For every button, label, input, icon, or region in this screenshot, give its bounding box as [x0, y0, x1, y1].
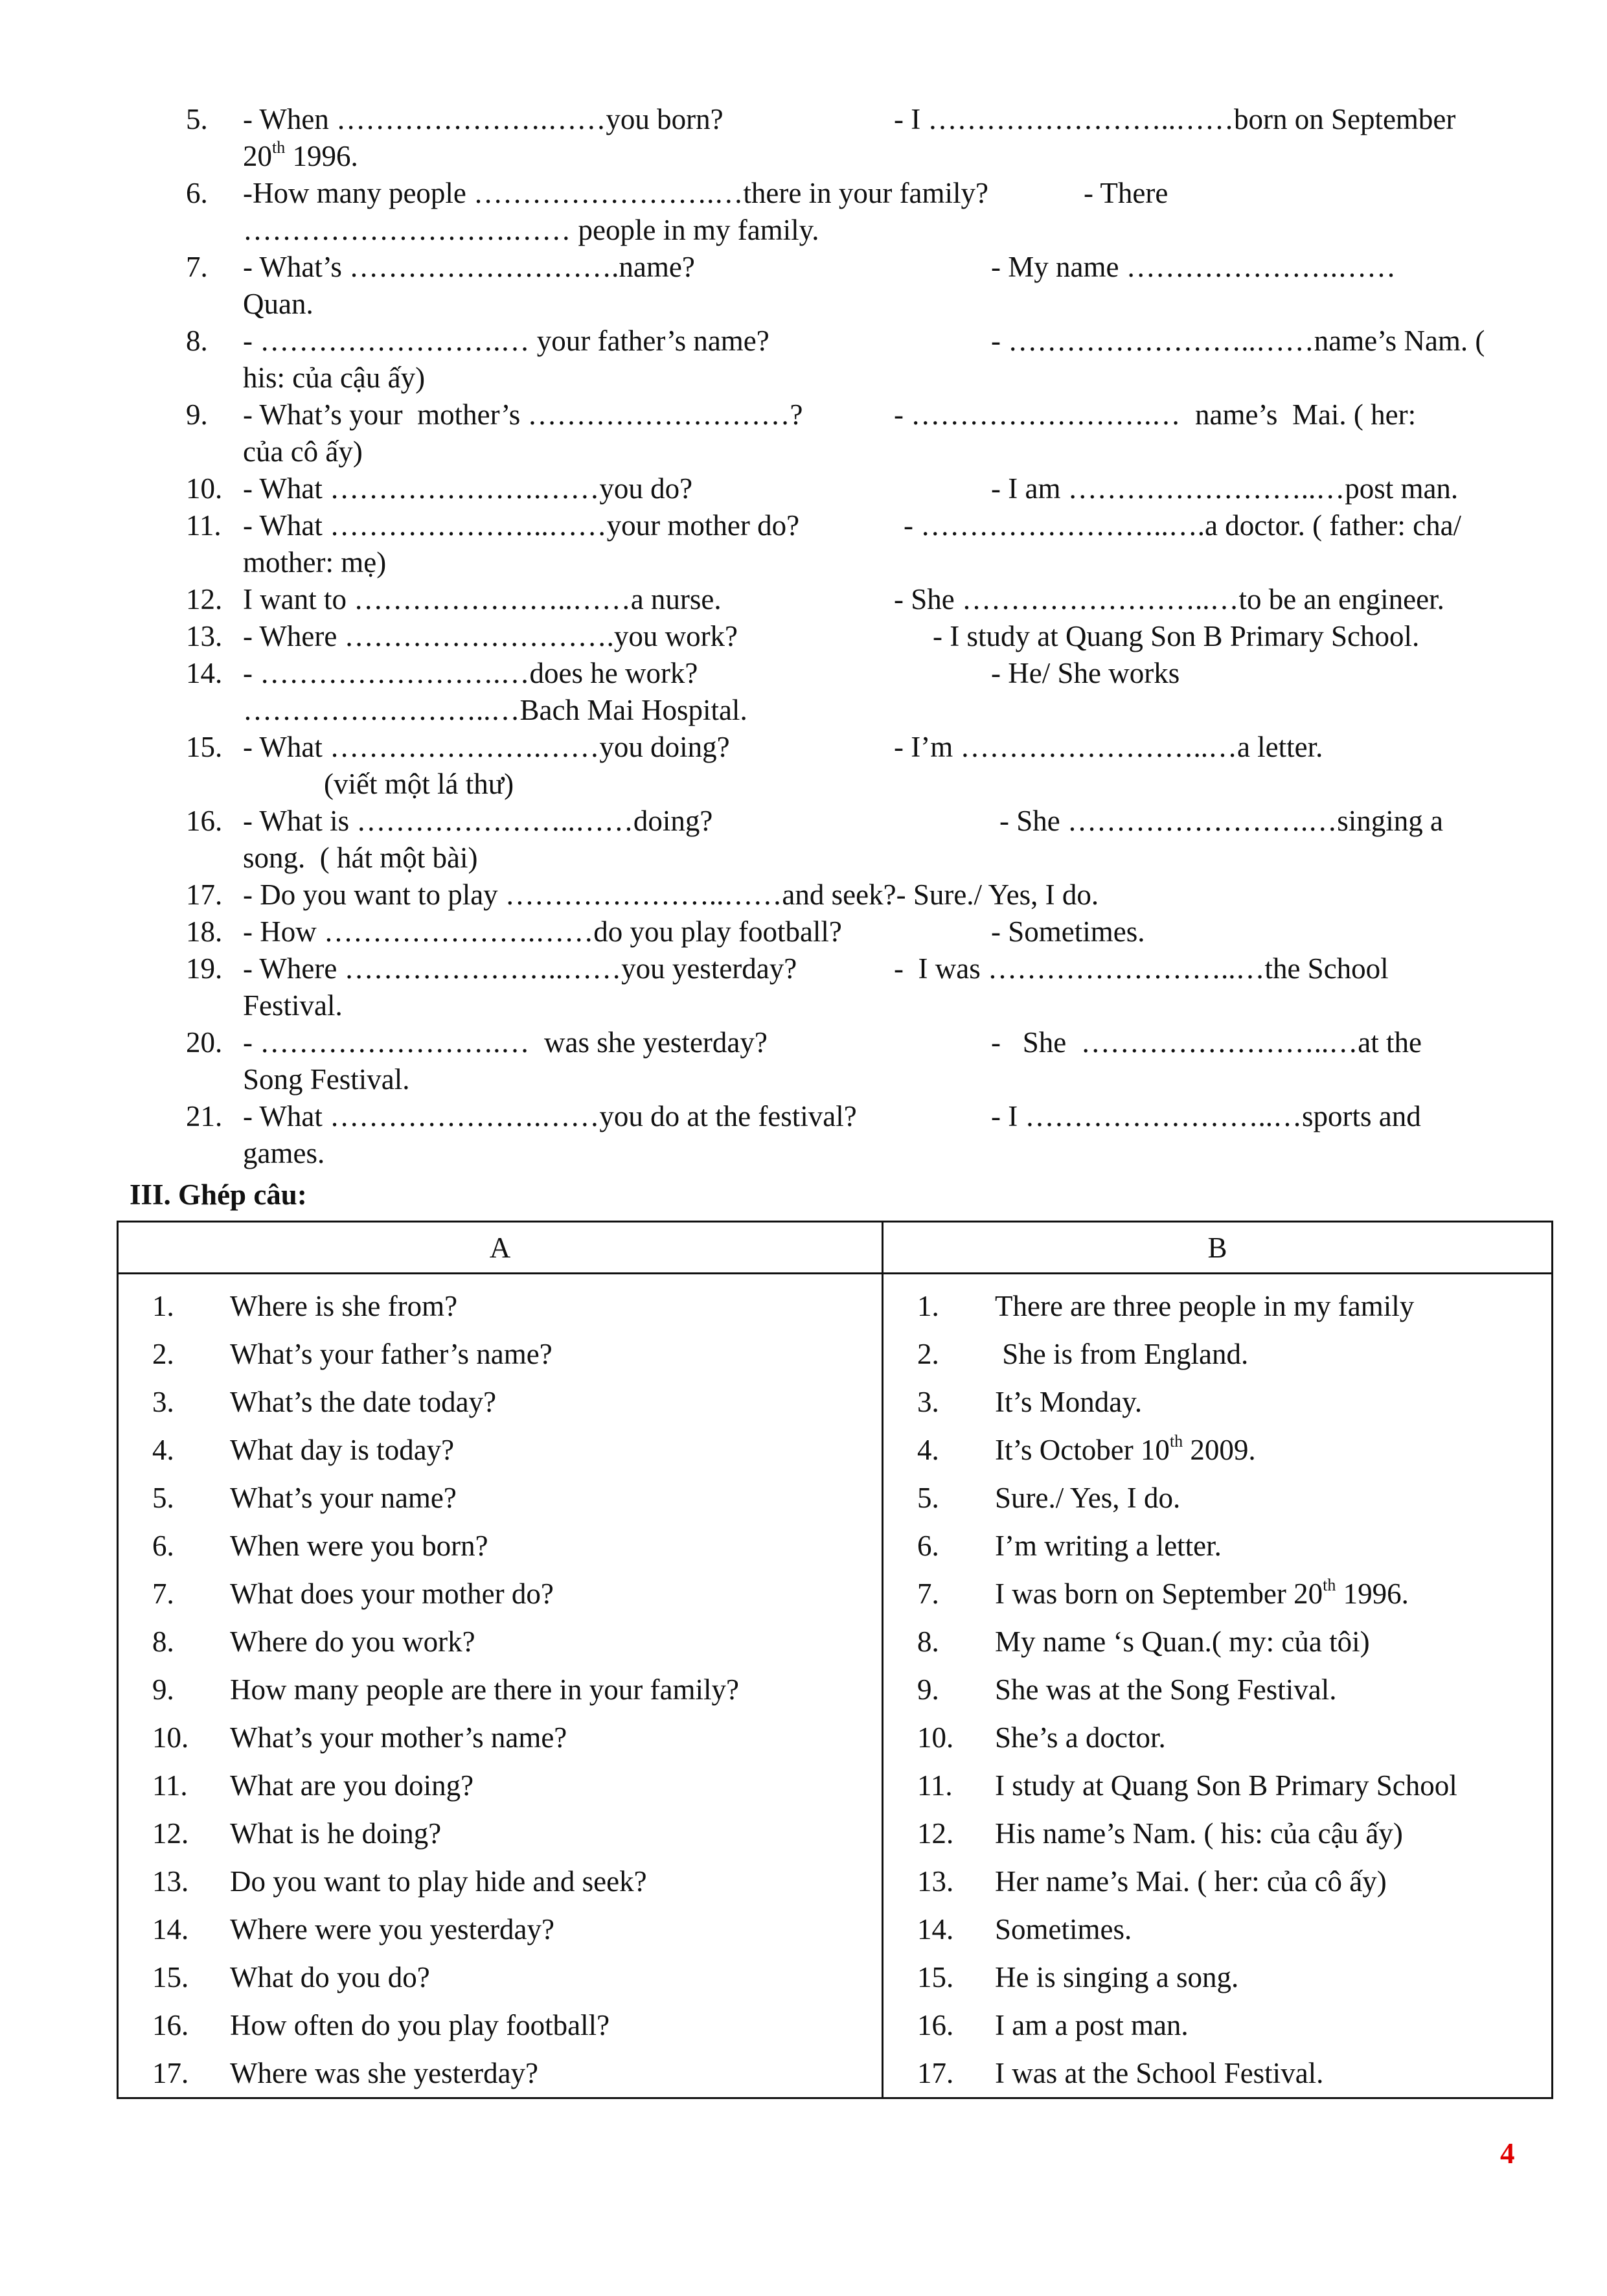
table-row [118, 2001, 1553, 2049]
table-body [118, 1274, 1553, 2098]
question-continuation: ……………………..…Bach Mai Hospital. [243, 694, 747, 726]
table-row [118, 1274, 1553, 1331]
question-number: 19. [186, 952, 223, 985]
question-6 [0, 175, 1607, 249]
question-text: Where is she from? [230, 1290, 458, 1322]
question-text: Where was she yesterday? [230, 2057, 539, 2089]
row-number: 4. [152, 1434, 174, 1466]
row-number: 15. [917, 1961, 954, 1993]
question-number: 18. [186, 915, 223, 948]
row-number: 16. [152, 2009, 189, 2041]
question-continuation: 20th 1996. [243, 138, 358, 172]
table-row [118, 1378, 1553, 1426]
cell-b [883, 2001, 1553, 2049]
answer-text: - …………………….… name’s Mai. ( her: [894, 398, 1417, 431]
answer-text: His name’s Nam. ( his: của cậu ấy) [995, 1817, 1403, 1850]
question-text: What are you doing? [230, 1769, 474, 1802]
question-continuation: ……………………….…… people in my family. [243, 214, 819, 246]
question-number: 6. [186, 177, 208, 209]
row-number: 13. [917, 1865, 954, 1898]
row-number: 5. [917, 1482, 939, 1514]
row-number: 5. [152, 1482, 174, 1514]
question-number: 15. [186, 731, 223, 763]
row-number: 11. [152, 1769, 188, 1802]
cell-b [883, 1857, 1553, 1905]
question-number: 21. [186, 1100, 223, 1132]
table-row [118, 1809, 1553, 1857]
cell-a [118, 1426, 883, 1474]
cell-a [118, 1666, 883, 1714]
question-continuation: song. ( hát một bài) [243, 842, 478, 874]
cell-a [118, 2049, 883, 2098]
question-number: 20. [186, 1026, 223, 1059]
row-number: 17. [152, 2057, 189, 2089]
answer-text: She is from England. [995, 1338, 1249, 1370]
answer-text: I was at the School Festival. [995, 2057, 1324, 2089]
question-20 [0, 1024, 1607, 1098]
question-text: - What’s your mother’s ………………………? [243, 398, 803, 431]
question-text: - What is …………………..……doing? [243, 805, 713, 837]
table-row [118, 1714, 1553, 1762]
cell-b [883, 1666, 1553, 1714]
question-continuation: của cô ấy) [243, 435, 363, 468]
answer-text: - My name ………………….…… [991, 251, 1396, 283]
question-text: - What …………………..……your mother do? [243, 509, 800, 542]
question-8 [0, 323, 1607, 396]
question-continuation: mother: mẹ) [243, 546, 387, 579]
answer-text: He is singing a song. [995, 1961, 1239, 1993]
column-a-header: A [118, 1222, 883, 1274]
question-text: - What ………………….……you do? [243, 472, 693, 505]
answer-text: Sure./ Yes, I do. [995, 1482, 1181, 1514]
question-13 [0, 618, 1607, 655]
answer-text: It’s Monday. [995, 1386, 1143, 1418]
cell-b [883, 1714, 1553, 1762]
question-text: - How ………………….……do you play football? [243, 915, 842, 948]
question-5 [0, 101, 1607, 175]
question-text: - …………………….… was she yesterday? [243, 1026, 768, 1059]
column-b-header: B [883, 1222, 1553, 1274]
answer-text: - She …………………….…singing a [999, 805, 1443, 837]
answer-text: It’s October 10th 2009. [995, 1432, 1256, 1466]
question-continuation: Song Festival. [243, 1063, 410, 1096]
cell-b [883, 1570, 1553, 1618]
answer-text: I study at Quang Son B Primary School [995, 1769, 1457, 1802]
row-number: 1. [917, 1290, 939, 1322]
question-continuation: games. [243, 1137, 325, 1169]
row-number: 12. [917, 1817, 954, 1850]
question-number: 14. [186, 657, 223, 689]
row-number: 2. [917, 1338, 939, 1370]
question-number: 9. [186, 398, 208, 431]
table-row [118, 1426, 1553, 1474]
cell-a [118, 1762, 883, 1809]
row-number: 16. [917, 2009, 954, 2041]
cell-b [883, 1274, 1553, 1331]
cell-a [118, 1274, 883, 1331]
answer-text: My name ‘s Quan.( my: của tôi) [995, 1625, 1370, 1658]
question-number: 5. [186, 103, 208, 135]
question-text: Where do you work? [230, 1625, 475, 1658]
question-text: How many people are there in your family? [230, 1673, 739, 1706]
row-number: 8. [152, 1625, 174, 1658]
question-18 [0, 913, 1607, 950]
question-text: What’s your mother’s name? [230, 1721, 567, 1754]
row-number: 10. [152, 1721, 189, 1754]
table-row [118, 1570, 1553, 1618]
cell-b [883, 1378, 1553, 1426]
answer-text: She was at the Song Festival. [995, 1673, 1337, 1706]
cell-a [118, 1522, 883, 1570]
answer-text: - I ……………………..……born on September [894, 103, 1456, 135]
row-number: 1. [152, 1290, 174, 1322]
question-text: - Where …………………..……you yesterday? [243, 952, 797, 985]
question-text: What’s your name? [230, 1482, 457, 1514]
cell-a [118, 1809, 883, 1857]
answer-text: - I ……………………..…sports and [991, 1100, 1421, 1132]
answer-text: - She ……………………..…at the [991, 1026, 1422, 1059]
question-text: - What ………………….……you do at the festival? [243, 1100, 857, 1132]
cell-a [118, 1953, 883, 2001]
question-number: 13. [186, 620, 223, 652]
row-number: 6. [917, 1530, 939, 1562]
question-continuation: his: của cậu ấy) [243, 362, 426, 394]
question-number: 12. [186, 583, 223, 615]
answer-text: I was born on September 20th 1996. [995, 1576, 1409, 1610]
question-17 [0, 877, 1607, 913]
answer-text: - I am ……………………..…post man. [991, 472, 1459, 505]
cell-a [118, 1618, 883, 1666]
question-text: -How many people …………………….…there in your family? [243, 177, 989, 209]
row-number: 14. [917, 1913, 954, 1946]
question-21 [0, 1098, 1607, 1172]
question-text: - What ………………….……you doing? [243, 731, 730, 763]
table-row [118, 1953, 1553, 2001]
table-row [118, 1666, 1553, 1714]
cell-b [883, 1330, 1553, 1378]
question-12 [0, 581, 1607, 618]
answer-text: - Sometimes. [991, 915, 1145, 948]
question-16 [0, 803, 1607, 877]
cell-a [118, 1857, 883, 1905]
question-text: What is he doing? [230, 1817, 442, 1850]
question-continuation: Quan. [243, 288, 313, 320]
cell-a [118, 1570, 883, 1618]
row-number: 11. [917, 1769, 953, 1802]
table-row [118, 1522, 1553, 1570]
table-row [118, 1474, 1553, 1522]
cell-a [118, 1714, 883, 1762]
row-number: 7. [917, 1578, 939, 1610]
cell-b [883, 1953, 1553, 2001]
question-text: - …………………….… your father’s name? [243, 325, 769, 357]
question-text: Do you want to play hide and seek? [230, 1865, 647, 1898]
table-row [118, 1857, 1553, 1905]
cell-a [118, 1330, 883, 1378]
row-number: 12. [152, 1817, 189, 1850]
cell-b [883, 1426, 1553, 1474]
cell-b [883, 1905, 1553, 1953]
matching-table [117, 1221, 1553, 2099]
question-number: 10. [186, 472, 223, 505]
question-number: 8. [186, 325, 208, 357]
section-heading: III. Ghép câu: [130, 1178, 307, 1211]
answer-text: - I’m ……………………..…a letter. [894, 731, 1323, 763]
question-text: When were you born? [230, 1530, 488, 1562]
cell-a [118, 1474, 883, 1522]
row-number: 6. [152, 1530, 174, 1562]
row-number: 13. [152, 1865, 189, 1898]
cell-b [883, 1474, 1553, 1522]
answer-text: There are three people in my family [995, 1290, 1415, 1322]
question-continuation: Festival. [243, 989, 343, 1022]
cell-b [883, 1762, 1553, 1809]
table-row [118, 1905, 1553, 1953]
question-text: - Do you want to play …………………..……and seek?- Sure./ Yes, I do. [243, 878, 1099, 911]
answer-text: I am a post man. [995, 2009, 1189, 2041]
question-text: - …………………….…does he work? [243, 657, 698, 689]
row-number: 10. [917, 1721, 954, 1754]
question-text: - When ………………….……you born? [243, 103, 724, 135]
row-number: 17. [917, 2057, 954, 2089]
question-text: What day is today? [230, 1434, 455, 1466]
question-number: 7. [186, 251, 208, 283]
answer-text: Her name’s Mai. ( her: của cô ấy) [995, 1865, 1387, 1898]
row-number: 15. [152, 1961, 189, 1993]
question-number: 11. [186, 509, 222, 542]
question-14 [0, 655, 1607, 729]
answer-text: - There [1084, 177, 1168, 209]
question-text: What’s the date today? [230, 1386, 497, 1418]
question-15 [0, 729, 1607, 803]
question-text: Where were you yesterday? [230, 1913, 554, 1946]
cell-a [118, 2001, 883, 2049]
cell-b [883, 1618, 1553, 1666]
question-19 [0, 950, 1607, 1024]
answer-text: Sometimes. [995, 1913, 1132, 1946]
answer-text: - ……………………..……name’s Nam. ( [991, 325, 1485, 357]
question-text: I want to …………………..……a nurse. [243, 583, 722, 615]
row-number: 8. [917, 1625, 939, 1658]
table-header-row [118, 1222, 1553, 1274]
question-7 [0, 249, 1607, 323]
question-9 [0, 396, 1607, 470]
row-number: 4. [917, 1434, 939, 1466]
question-text: - What’s ……………………….name? [243, 251, 695, 283]
answer-text: - I study at Quang Son B Primary School. [933, 620, 1420, 652]
question-11 [0, 507, 1607, 581]
table-row [118, 2049, 1553, 2098]
question-number: 17. [186, 878, 223, 911]
cell-b [883, 2049, 1553, 2098]
cell-a [118, 1378, 883, 1426]
answer-text: She’s a doctor. [995, 1721, 1166, 1754]
question-text: What’s your father’s name? [230, 1338, 553, 1370]
question-number: 16. [186, 805, 223, 837]
question-text: - Where ……………………….you work? [243, 620, 738, 652]
row-number: 7. [152, 1578, 174, 1610]
cell-a [118, 1905, 883, 1953]
answer-text: - ……………………..….a doctor. ( father: cha/ [904, 509, 1462, 542]
table-row [118, 1618, 1553, 1666]
cell-b [883, 1809, 1553, 1857]
question-text: What do you do? [230, 1961, 430, 1993]
row-number: 9. [917, 1673, 939, 1706]
table-row [118, 1762, 1553, 1809]
row-number: 9. [152, 1673, 174, 1706]
page-number: 4 [1500, 2137, 1515, 2170]
question-text: What does your mother do? [230, 1578, 554, 1610]
question-continuation: (viết một lá thư) [324, 768, 514, 800]
answer-text: I’m writing a letter. [995, 1530, 1222, 1562]
question-10 [0, 470, 1607, 507]
table-row [118, 1330, 1553, 1378]
row-number: 3. [152, 1386, 174, 1418]
answer-text: - I was ……………………..…the School [894, 952, 1389, 985]
answer-text: - She ……………………..…to be an engineer. [894, 583, 1444, 615]
row-number: 2. [152, 1338, 174, 1370]
cell-b [883, 1522, 1553, 1570]
row-number: 14. [152, 1913, 189, 1946]
row-number: 3. [917, 1386, 939, 1418]
answer-text: - He/ She works [991, 657, 1180, 689]
question-text: How often do you play football? [230, 2009, 610, 2041]
